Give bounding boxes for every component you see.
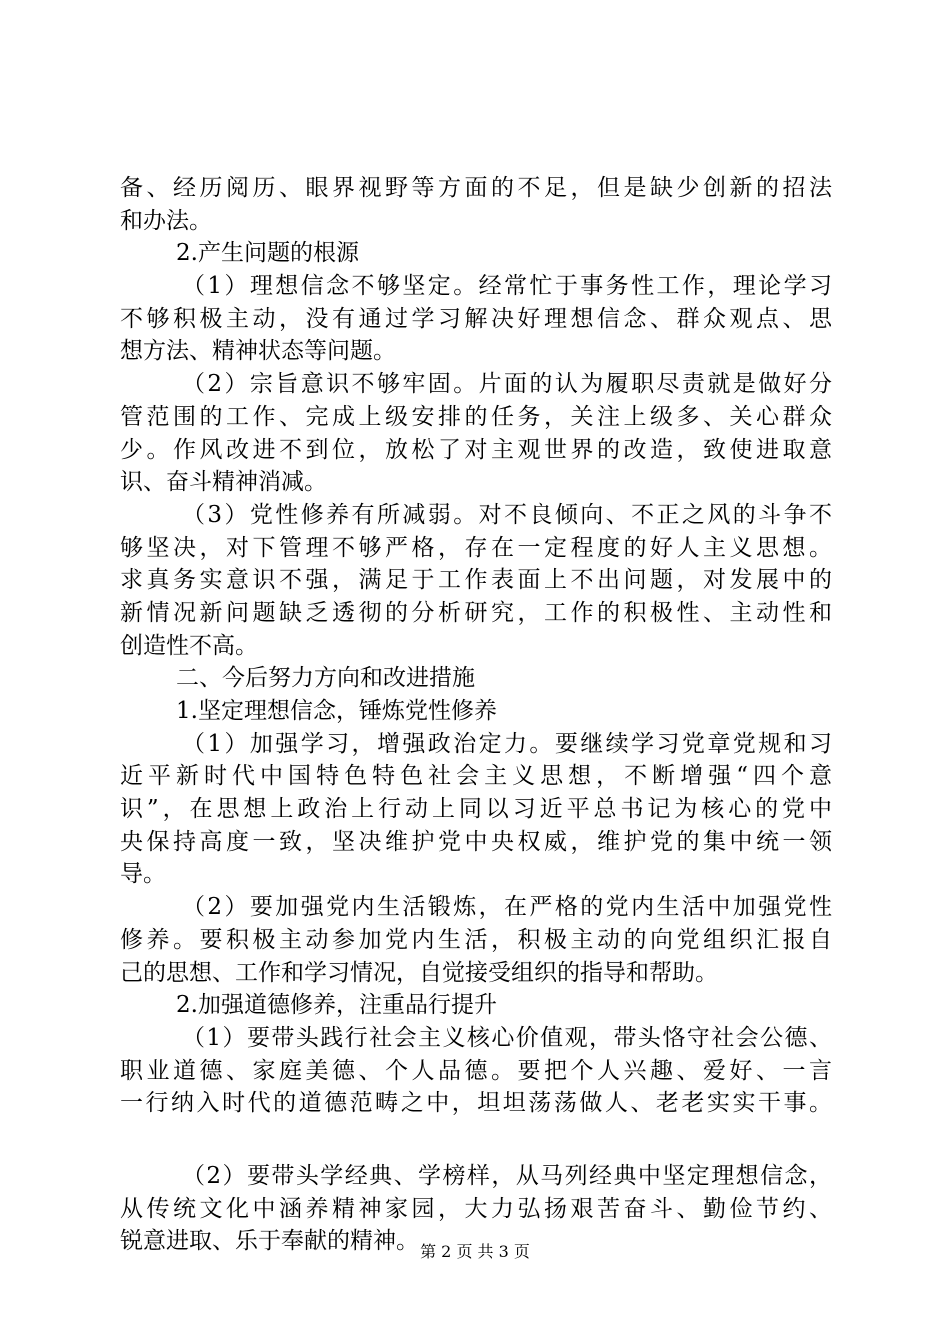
text-line: 识”，在思想上政治上行动上同以习近平总书记为核心的党中: [120, 796, 832, 823]
document-body: [120, 172, 832, 1258]
text-line: 己的思想、工作和学习情况，自觉接受组织的指导和帮助。: [120, 959, 718, 986]
text-line: 央保持高度一致，坚决维护党中央权威，维护党的集中统一领: [120, 828, 832, 855]
text-line: 管范围的工作、完成上级安排的任务，关注上级多、关心群众: [120, 403, 832, 430]
text-line: 近平新时代中国特色特色社会主义思想，不断增强“四个意: [120, 763, 832, 790]
text-line: 锐意进取、乐于奉献的精神。: [120, 1228, 419, 1255]
text-line: （3）党性修养有所减弱。对不良倾向、不正之风的斗争不: [182, 501, 832, 528]
section-heading: 二、今后努力方向和改进措施: [176, 665, 475, 692]
text-line: （2）要加强党内生活锻炼，在严格的党内生活中加强党性: [182, 894, 832, 921]
text-line: （2）要带头学经典、学榜样，从马列经典中坚定理想信念，: [182, 1162, 832, 1189]
text-line: 求真务实意识不强，满足于工作表面上不出问题，对发展中的: [120, 567, 832, 594]
text-line: 少。作风改进不到位，放松了对主观世界的改造，致使进取意: [120, 436, 832, 463]
text-line: 和办法。: [120, 207, 212, 234]
paragraph-gap: [120, 1120, 832, 1160]
text-line: 导。: [120, 861, 166, 888]
text-line: （1）加强学习，增强政治定力。要继续学习党章党规和习: [182, 730, 832, 757]
text-line: 够坚决，对下管理不够严格，存在一定程度的好人主义思想。: [120, 534, 832, 561]
section-heading: 2.加强道德修养，注重品行提升: [176, 992, 497, 1019]
text-line: 备、经历阅历、眼界视野等方面的不足，但是缺少创新的招法: [120, 175, 832, 201]
page-footer: 第 2 页 共 3 页: [420, 1242, 530, 1261]
text-line: 修养。要积极主动参加党内生活，积极主动的向党组织汇报自: [120, 926, 832, 953]
text-line: 新情况新问题缺乏透彻的分析研究，工作的积极性、主动性和: [120, 599, 832, 626]
text-line: 一行纳入时代的道德范畴之中，坦坦荡荡做人、老老实实干事。: [120, 1090, 832, 1117]
text-line: 创造性不高。: [120, 632, 258, 659]
text-line: （1）理想信念不够坚定。经常忙于事务性工作，理论学习: [182, 273, 832, 300]
text-line: 想方法、精神状态等问题。: [120, 338, 396, 365]
text-line: 不够积极主动，没有通过学习解决好理想信念、群众观点、思: [120, 305, 832, 332]
text-line: （2）宗旨意识不够牢固。片面的认为履职尽责就是做好分: [182, 371, 832, 398]
section-heading: 2.产生问题的根源: [176, 240, 359, 267]
text-line: 识、奋斗精神消减。: [120, 469, 327, 496]
section-heading: 1.坚定理想信念，锤炼党性修养: [176, 698, 497, 724]
text-line: （1）要带头践行社会主义核心价值观，带头恪守社会公德、: [182, 1024, 832, 1051]
text-line: 职业道德、家庭美德、个人品德。要把个人兴趣、爱好、一言: [120, 1057, 832, 1084]
text-line: 从传统文化中涵养精神家园，大力弘扬艰苦奋斗、勤俭节约、: [120, 1195, 832, 1222]
